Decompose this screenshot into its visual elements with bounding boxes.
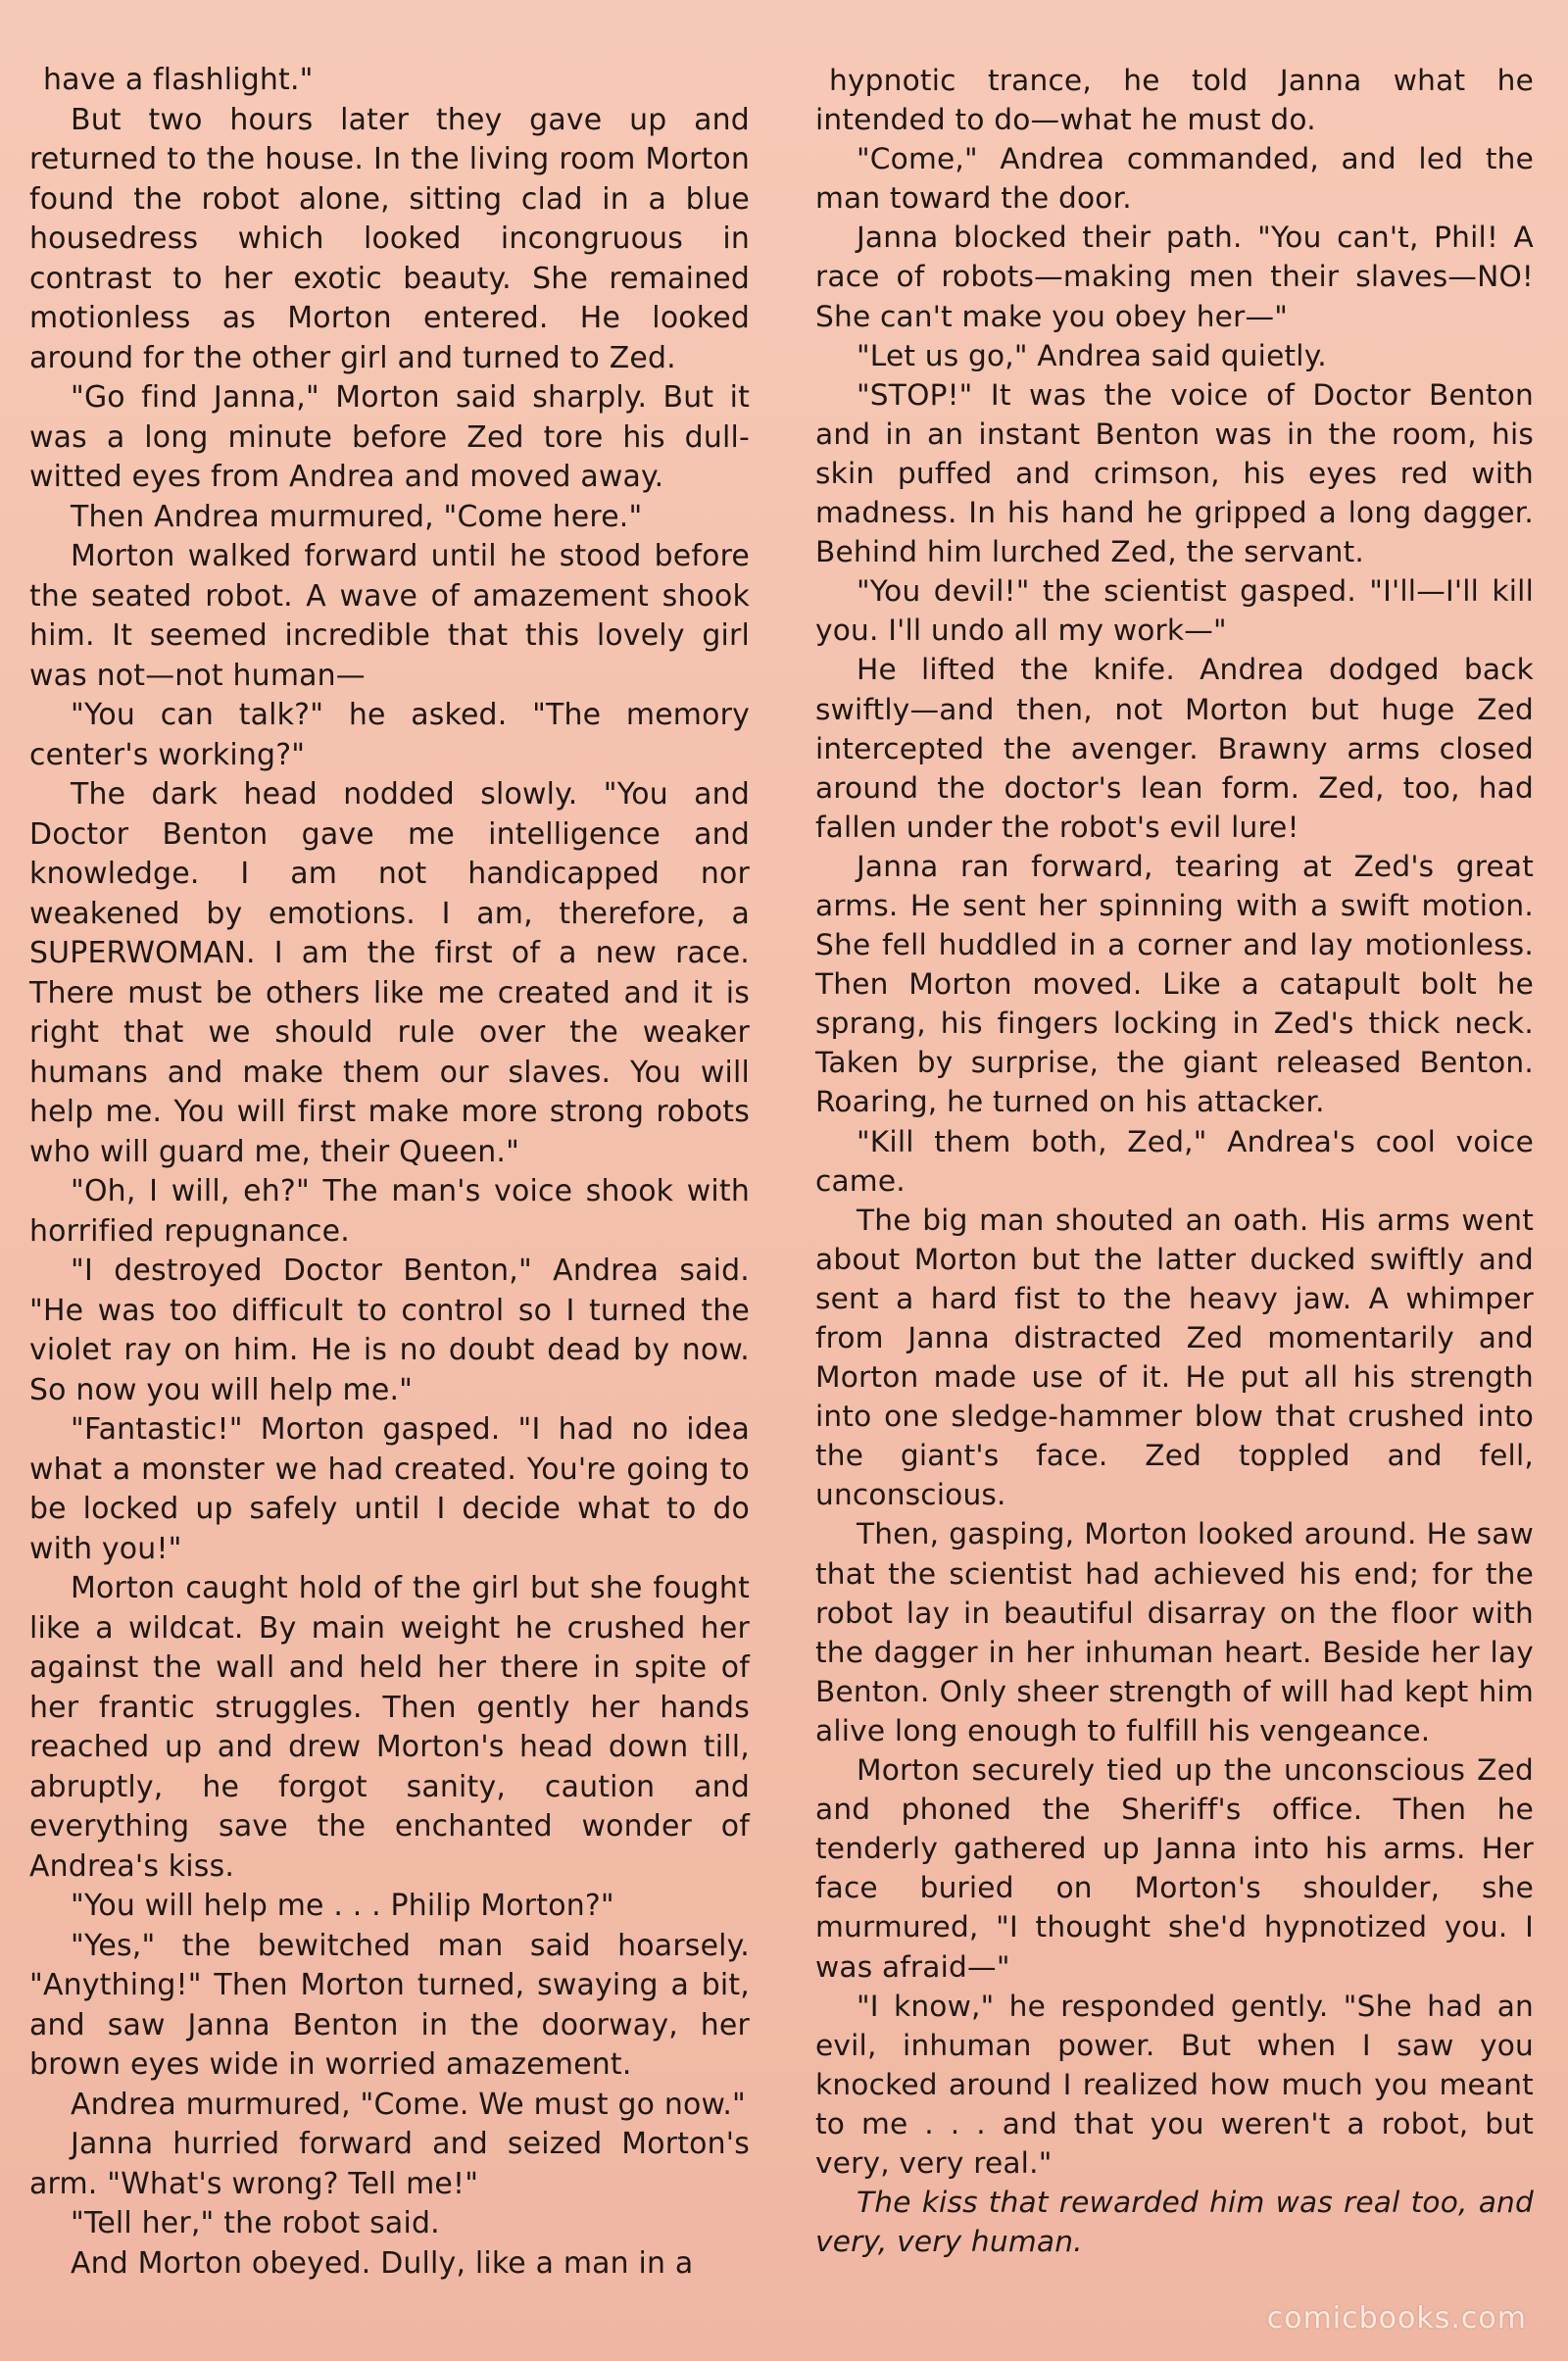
paragraph: "Kill them both, Zed," Andrea's cool voice came. — [815, 1124, 1534, 1198]
paragraph: But two hours later they gave up and returned to the house. In the living room Morton found the robot alone, sitting clad in a blue housedress which looked incongruous in contrast to her exotic beauty. She remained motionless as Morton entered. He looked around for the other girl and turned to Zed. — [29, 102, 750, 375]
paragraph: "Let us go," Andrea said quietly. — [857, 338, 1327, 372]
paragraph: "You devil!" the scientist gasped. "I'll—I'll kill you. I'll undo all my work—" — [815, 574, 1534, 648]
paragraph: "I destroyed Doctor Benton," Andrea said. "He was too difficult to control so I turned the violet ray on him. He is no doubt dead by now. So now you will help me." — [29, 1254, 750, 1407]
paragraph: "Go find Janna," Morton said sharply. But it was a long minute before Zed tore his dull-witted eyes from Andrea and moved away. — [29, 380, 750, 494]
paragraph: have a flashlight." — [43, 63, 314, 97]
paragraph: "I know," he responded gently. "She had an evil, inhuman power. But when I saw you knocked around I realized how much you meant to me . . . and that you weren't a robot, but very, very real." — [815, 1989, 1534, 2180]
paragraph: "Come," Andrea commanded, and led the man toward the door. — [815, 142, 1534, 216]
paragraph: Morton walked forward until he stood before the seated robot. A wave of amazement shook him. It seemed incredible that this lovely girl was not—not human— — [29, 539, 750, 693]
paragraph: Janna blocked their path. "You can't, Phil! A race of robots—making men their slaves—NO! She can't make you obey her—" — [815, 221, 1534, 333]
paragraph: "STOP!" It was the voice of Doctor Benton and in an instant Benton was in the room, his skin puffed and crimson, his eyes red with madness. In his hand he gripped a long dagger. Behind him lurched Zed, the servant. — [815, 377, 1534, 569]
paragraph: "Tell her," the robot said. — [71, 2206, 440, 2240]
paragraph: Andrea murmured, "Come. We must go now." — [71, 2087, 747, 2122]
paragraph: The big man shouted an oath. His arms went about Morton but the latter ducked swiftly and sent a hard fist to the heavy jaw. A whimper from Janna distracted Zed momentarily and Morton made use of it. He put all his strength into one sledge-hammer blow that crushed into the giant's face. Zed toppled and fell, unconscious. — [815, 1203, 1534, 1512]
closing-paragraph: The kiss that rewarded him was real too, and very, very human. — [815, 2186, 1534, 2259]
paragraph: Then Andrea murmured, "Come here." — [71, 499, 643, 534]
paragraph: He lifted the knife. Andrea dodged back swiftly—and then, not Morton but huge Zed intercepted the avenger. Brawny arms closed around the doctor's lean form. Zed, too, had fallen under the robot's evil lure! — [815, 653, 1534, 844]
paragraph: Janna hurried forward and seized Morton's arm. "What's wrong? Tell me!" — [29, 2127, 750, 2201]
paragraph: hypnotic trance, he told Janna what he intended to do—what he must do. — [815, 64, 1534, 137]
paragraph: "Fantastic!" Morton gasped. "I had no idea what a monster we had created. You're going to be locked up safely until I decide what to do with you!" — [29, 1412, 750, 1566]
paragraph: "You can talk?" he asked. "The memory center's working?" — [29, 698, 750, 772]
paragraph: Janna ran forward, tearing at Zed's great arms. He sent her spinning with a swift motion. She fell huddled in a corner and lay motionless. Then Morton moved. Like a catapult bolt he sprang, his fingers locking in Zed's thick neck. Taken by surprise, the giant released Benton. Roaring, he turned on his attacker. — [815, 849, 1534, 1119]
paragraph: Morton securely tied up the unconscious Zed and phoned the Sheriff's office. Then he tenderly gathered up Janna into his arms. Her face buried on Morton's shoulder, she murmured, "I thought she'd hypnotized you. I was afraid—" — [815, 1753, 1534, 1984]
right-text-column — [815, 61, 1534, 2261]
paragraph: "You will help me . . . Philip Morton?" — [71, 1889, 614, 1923]
paragraph: "Yes," the bewitched man said hoarsely. "Anything!" Then Morton turned, swaying a bit, and saw Janna Benton in the doorway, her brown eyes wide in worried amazement. — [29, 1928, 750, 2082]
site-watermark: comicbooks.com — [1266, 2301, 1527, 2336]
paragraph: Then, gasping, Morton looked around. He saw that the scientist had achieved his end; for the robot lay in beautiful disarray on the floor with the dagger in her inhuman heart. Beside her lay Benton. Only sheer strength of will had kept him alive long enough to fulfill his vengeance. — [815, 1517, 1534, 1747]
paragraph: Morton caught hold of the girl but she fought like a wildcat. By main weight he crushed her against the wall and held her there in spite of her frantic struggles. Then gently her hands reached up and drew Morton's head down till, abruptly, he forgot sanity, caution and everything save the enchanted wonder of Andrea's kiss. — [29, 1571, 750, 1884]
paragraph: "Oh, I will, eh?" The man's voice shook with horrified repugnance. — [29, 1174, 750, 1249]
left-text-column — [29, 61, 750, 2284]
paragraph: And Morton obeyed. Dully, like a man in a — [71, 2245, 694, 2281]
paragraph: The dark head nodded slowly. "You and Doctor Benton gave me intelligence and knowledge. I am not handicapped nor weakened by emotions. I am, therefore, a SUPERWOMAN. I am the first of a new race. There must be others like me created and it is right that we should rule over the weaker humans and make them our slaves. You will help me. You will first make more strong robots who will guard me, their Queen." — [29, 777, 750, 1169]
